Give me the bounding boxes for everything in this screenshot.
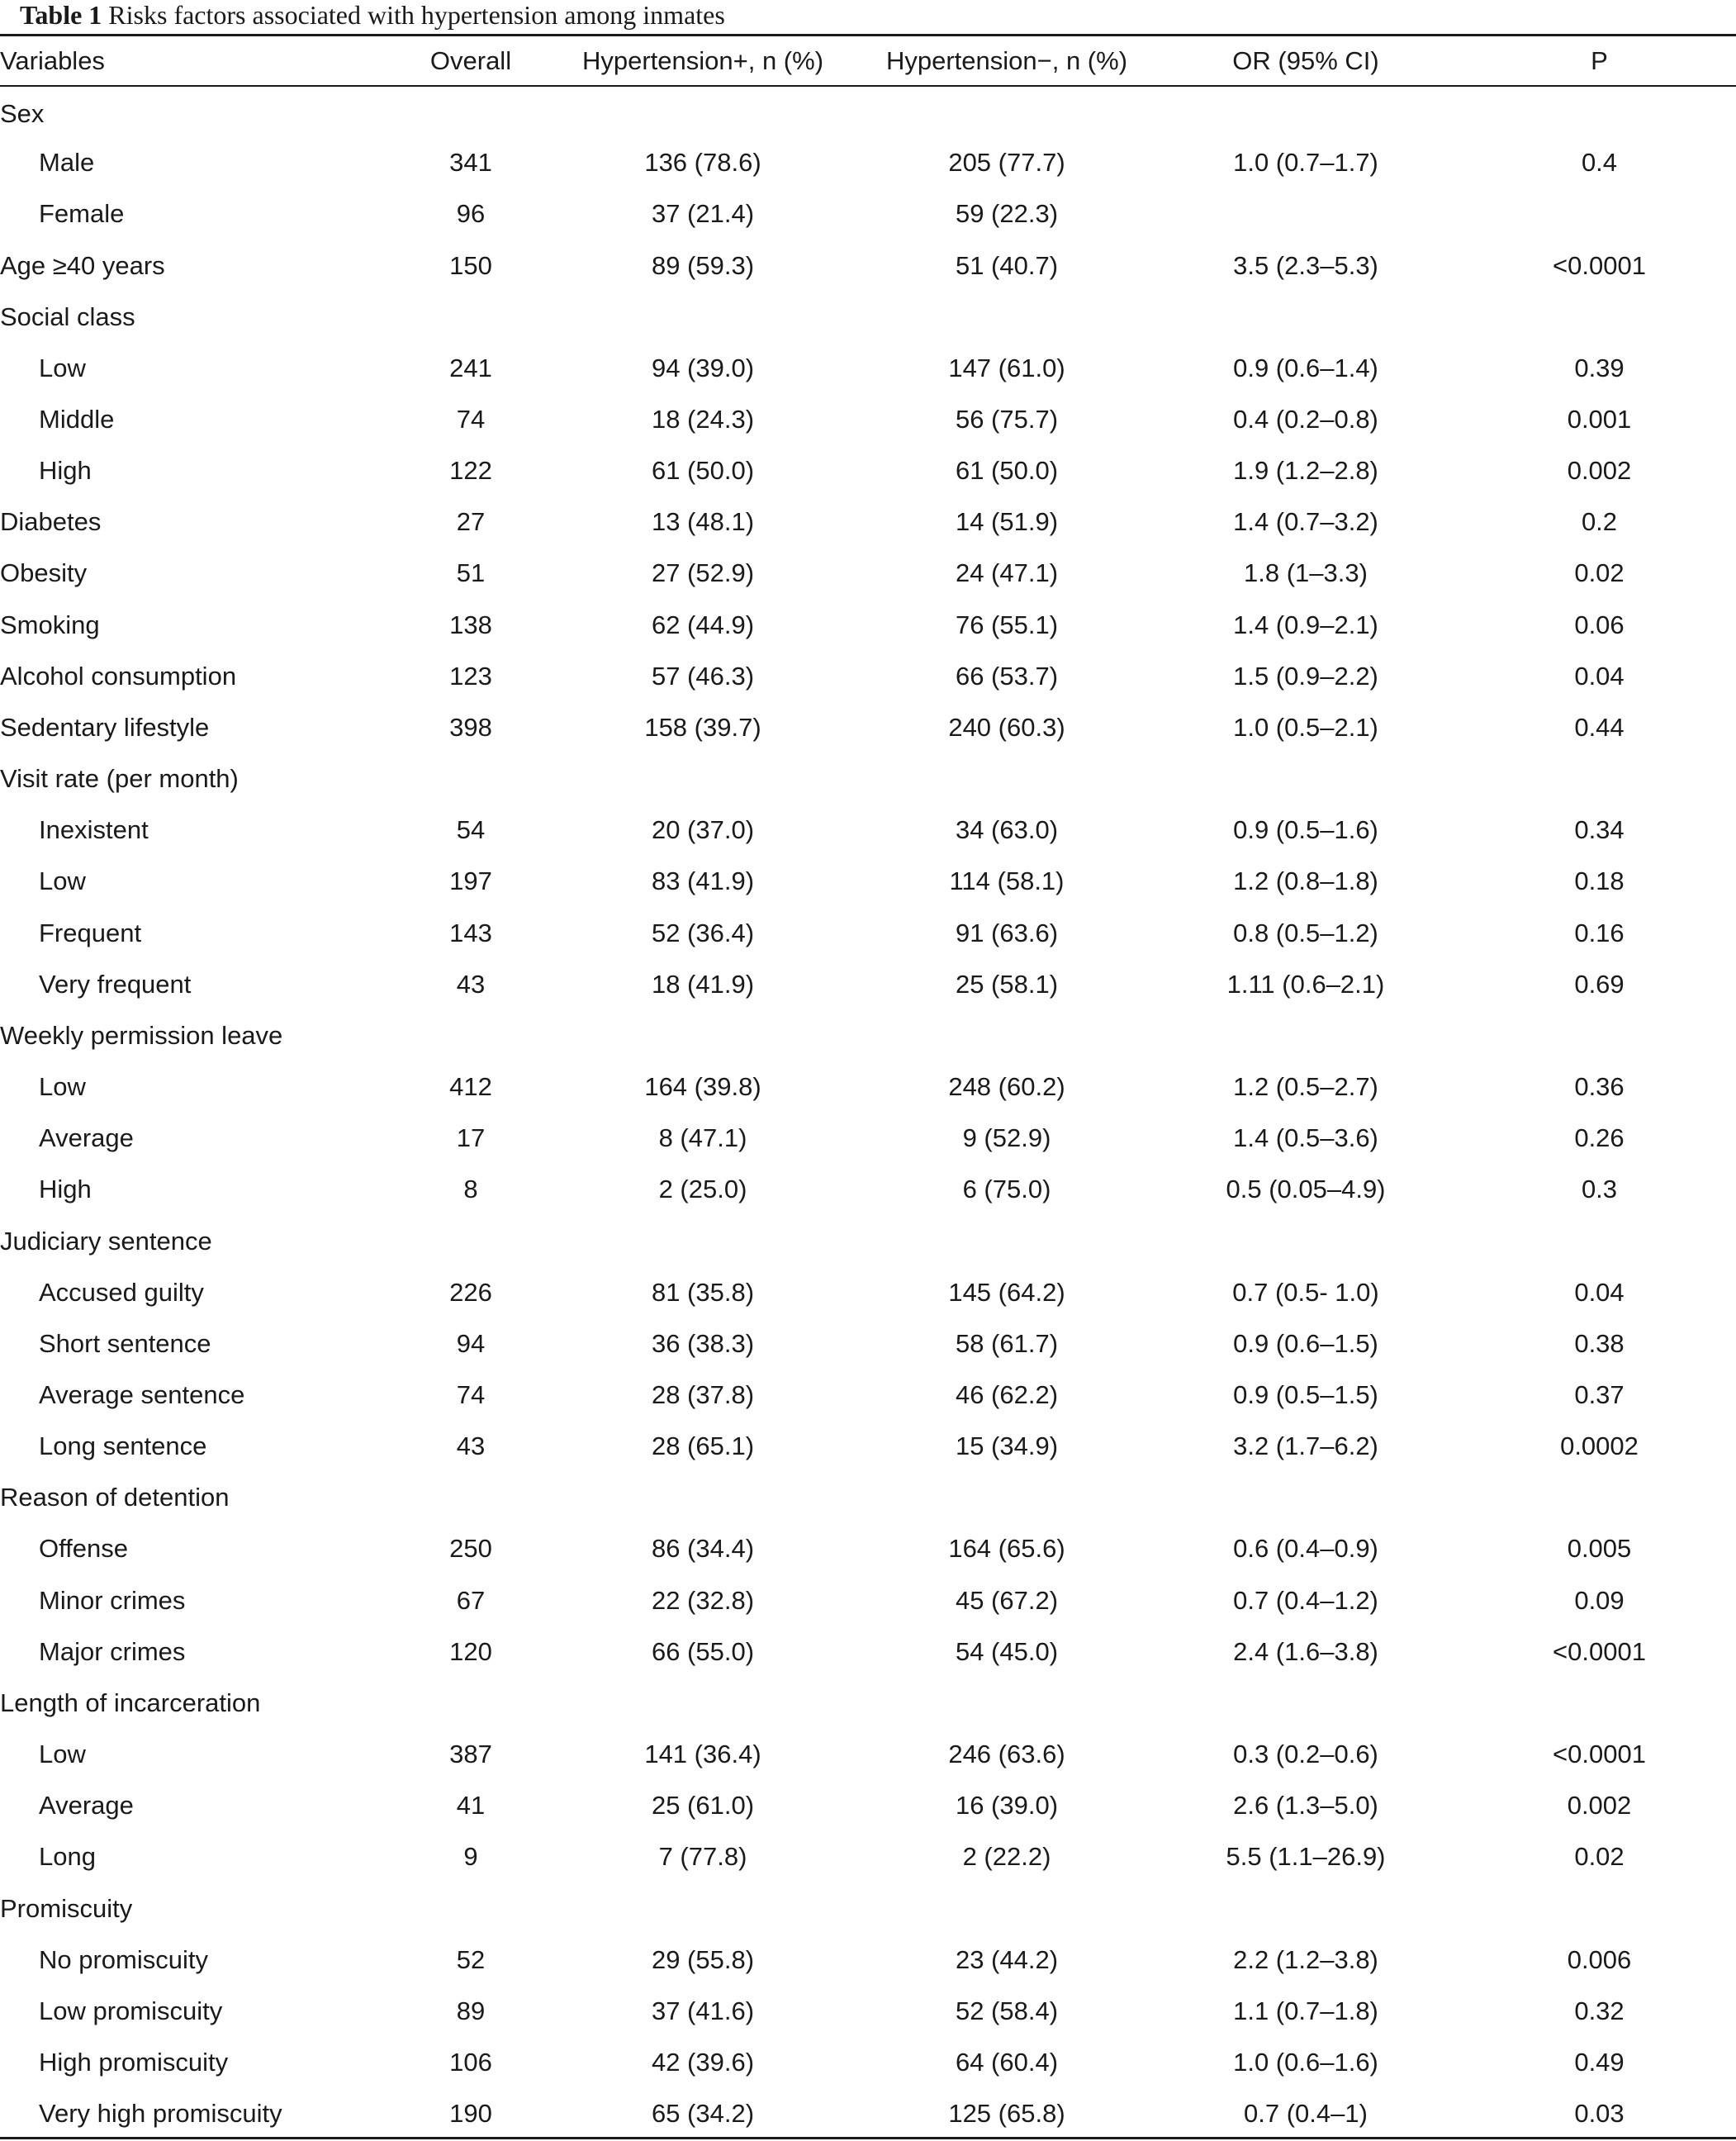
cell-hypertension-positive: 86 (34.4)	[651, 1534, 755, 1564]
cell-overall: 27	[456, 507, 486, 537]
cell-overall: 74	[456, 405, 486, 434]
cell-p-value	[1463, 1215, 1736, 1266]
cell-variable: Inexistent	[39, 815, 149, 845]
table-row	[0, 1113, 1736, 1164]
cell-p-value: 0.0002	[1560, 1431, 1639, 1461]
cell-hypertension-negative	[865, 1472, 1149, 1523]
cell-hypertension-negative	[865, 753, 1149, 805]
cell-overall	[401, 1472, 541, 1523]
cell-overall	[401, 1010, 541, 1061]
cell-variable: Sex	[0, 99, 45, 129]
cell-hypertension-negative: 34 (63.0)	[955, 815, 1059, 845]
cell-variable: Sedentary lifestyle	[0, 712, 210, 742]
cell-overall	[401, 1678, 541, 1729]
cell-hypertension-negative: 9 (52.9)	[962, 1123, 1051, 1153]
table-row	[0, 188, 1736, 240]
table-row	[0, 1523, 1736, 1574]
cell-hypertension-positive: 81 (35.8)	[651, 1277, 755, 1307]
table-row	[0, 496, 1736, 548]
cell-hypertension-positive: 52 (36.4)	[651, 918, 755, 947]
risk-factors-table	[0, 36, 1736, 2139]
table-caption-label: Table 1	[20, 0, 102, 30]
cell-hypertension-positive	[541, 1472, 865, 1523]
cell-overall: 17	[456, 1123, 486, 1153]
cell-variable: Visit rate (per month)	[0, 764, 239, 794]
cell-odds-ratio: 0.5 (0.05–4.9)	[1226, 1175, 1386, 1204]
header-odds-ratio: OR (95% CI)	[1232, 46, 1379, 75]
cell-variable: Alcohol consumption	[0, 661, 237, 691]
cell-odds-ratio: 0.7 (0.4–1.2)	[1233, 1585, 1378, 1615]
table-row	[0, 1678, 1736, 1729]
cell-odds-ratio: 1.5 (0.9–2.2)	[1233, 661, 1378, 691]
cell-p-value: 0.02	[1574, 558, 1625, 588]
cell-overall: 150	[449, 250, 492, 280]
cell-overall: 190	[449, 2099, 492, 2129]
cell-overall	[401, 86, 541, 137]
cell-hypertension-positive: 36 (38.3)	[651, 1328, 755, 1358]
table-row	[0, 137, 1736, 188]
cell-hypertension-negative: 61 (50.0)	[955, 456, 1059, 486]
cell-hypertension-negative: 147 (61.0)	[948, 353, 1065, 382]
cell-hypertension-positive: 42 (39.6)	[651, 2048, 755, 2077]
cell-hypertension-negative: 15 (34.9)	[955, 1431, 1059, 1461]
cell-overall: 226	[449, 1277, 492, 1307]
cell-hypertension-negative	[865, 86, 1149, 137]
cell-overall: 67	[456, 1585, 486, 1615]
cell-overall: 9	[463, 1842, 478, 1872]
table-row	[0, 856, 1736, 907]
cell-odds-ratio: 1.9 (1.2–2.8)	[1233, 456, 1378, 486]
cell-hypertension-positive: 57 (46.3)	[651, 661, 755, 691]
cell-hypertension-negative: 51 (40.7)	[955, 250, 1059, 280]
cell-odds-ratio: 1.8 (1–3.3)	[1244, 558, 1368, 588]
cell-hypertension-positive: 164 (39.8)	[644, 1072, 761, 1102]
cell-p-value	[1463, 1882, 1736, 1934]
table-row	[0, 1164, 1736, 1215]
cell-hypertension-negative: 54 (45.0)	[955, 1636, 1059, 1666]
table-row	[0, 805, 1736, 856]
cell-hypertension-positive: 94 (39.0)	[651, 353, 755, 382]
cell-hypertension-positive: 141 (36.4)	[644, 1740, 761, 1769]
cell-overall: 250	[449, 1534, 492, 1564]
cell-hypertension-positive: 27 (52.9)	[651, 558, 755, 588]
cell-hypertension-negative	[865, 1882, 1149, 1934]
cell-overall: 387	[449, 1740, 492, 1769]
cell-hypertension-positive: 89 (59.3)	[651, 250, 755, 280]
cell-odds-ratio: 1.4 (0.9–2.1)	[1233, 610, 1378, 639]
cell-hypertension-positive: 37 (21.4)	[651, 199, 755, 229]
cell-odds-ratio: 0.4 (0.2–0.8)	[1233, 405, 1378, 434]
cell-hypertension-positive	[541, 753, 865, 805]
cell-p-value: 0.005	[1567, 1534, 1632, 1564]
cell-overall: 197	[449, 866, 492, 896]
cell-overall: 123	[449, 661, 492, 691]
cell-p-value	[1463, 1010, 1736, 1061]
cell-odds-ratio: 0.9 (0.5–1.6)	[1233, 815, 1378, 845]
table-row	[0, 1986, 1736, 2037]
table-row	[0, 1882, 1736, 1934]
cell-hypertension-negative: 164 (65.6)	[948, 1534, 1065, 1564]
cell-p-value	[1463, 753, 1736, 805]
cell-hypertension-negative: 52 (58.4)	[955, 1996, 1059, 2025]
cell-odds-ratio: 1.1 (0.7–1.8)	[1233, 1996, 1378, 2025]
cell-overall: 138	[449, 610, 492, 639]
cell-variable: Frequent	[39, 918, 142, 947]
cell-odds-ratio: 0.9 (0.5–1.5)	[1233, 1379, 1378, 1409]
table-row	[0, 702, 1736, 753]
table-row	[0, 753, 1736, 805]
cell-overall: 143	[449, 918, 492, 947]
cell-variable: Male	[39, 148, 95, 178]
table-row	[0, 600, 1736, 651]
header-p-value: P	[1591, 46, 1608, 75]
cell-variable: Smoking	[0, 610, 100, 639]
cell-variable: Average	[39, 1123, 134, 1153]
cell-hypertension-negative: 248 (60.2)	[948, 1072, 1065, 1102]
cell-hypertension-negative: 125 (65.8)	[948, 2099, 1065, 2129]
cell-p-value: 0.49	[1574, 2048, 1625, 2077]
cell-odds-ratio	[1149, 188, 1463, 240]
cell-p-value: 0.09	[1574, 1585, 1625, 1615]
cell-hypertension-negative: 58 (61.7)	[955, 1328, 1059, 1358]
cell-overall: 106	[449, 2048, 492, 2077]
cell-p-value: 0.4	[1581, 148, 1618, 178]
cell-p-value	[1463, 86, 1736, 137]
table-row	[0, 1421, 1736, 1472]
table-body	[0, 86, 1736, 2139]
cell-p-value	[1463, 292, 1736, 343]
cell-variable: Weekly permission leave	[0, 1020, 283, 1050]
cell-p-value: <0.0001	[1553, 250, 1646, 280]
header-variables: Variables	[0, 46, 105, 75]
table-row	[0, 1318, 1736, 1370]
cell-variable: Low promiscuity	[39, 1996, 223, 2025]
cell-odds-ratio	[1149, 292, 1463, 343]
cell-overall: 241	[449, 353, 492, 382]
table-row	[0, 1729, 1736, 1780]
cell-overall: 94	[456, 1328, 486, 1358]
cell-hypertension-positive: 25 (61.0)	[651, 1791, 755, 1821]
table-row	[0, 1472, 1736, 1523]
cell-variable: Average	[39, 1791, 134, 1821]
cell-hypertension-negative: 114 (58.1)	[949, 866, 1065, 896]
table-row	[0, 651, 1736, 702]
cell-hypertension-positive: 29 (55.8)	[651, 1944, 755, 1974]
cell-odds-ratio	[1149, 1882, 1463, 1934]
cell-variable: Accused guilty	[39, 1277, 204, 1307]
cell-p-value	[1463, 188, 1736, 240]
cell-p-value: 0.32	[1574, 1996, 1625, 2025]
cell-odds-ratio: 1.2 (0.8–1.8)	[1233, 866, 1378, 896]
cell-odds-ratio	[1149, 753, 1463, 805]
cell-hypertension-positive: 61 (50.0)	[651, 456, 755, 486]
cell-odds-ratio	[1149, 1010, 1463, 1061]
cell-hypertension-negative: 91 (63.6)	[955, 918, 1059, 947]
cell-overall: 43	[456, 969, 486, 999]
cell-hypertension-positive: 13 (48.1)	[651, 507, 755, 537]
cell-p-value: 0.06	[1574, 610, 1625, 639]
cell-p-value: 0.03	[1574, 2099, 1625, 2129]
table-row	[0, 1831, 1736, 1882]
cell-hypertension-positive: 37 (41.6)	[651, 1996, 755, 2025]
cell-hypertension-positive: 18 (41.9)	[651, 969, 755, 999]
cell-odds-ratio: 1.4 (0.5–3.6)	[1233, 1123, 1378, 1153]
cell-odds-ratio: 1.0 (0.6–1.6)	[1233, 2048, 1378, 2077]
cell-overall	[401, 1215, 541, 1266]
cell-p-value	[1463, 1678, 1736, 1729]
cell-p-value: 0.26	[1574, 1123, 1625, 1153]
cell-p-value: 0.04	[1574, 661, 1625, 691]
table-row	[0, 292, 1736, 343]
cell-hypertension-negative: 240 (60.3)	[948, 712, 1065, 742]
cell-odds-ratio: 0.7 (0.5- 1.0)	[1232, 1277, 1379, 1307]
header-overall: Overall	[429, 46, 512, 75]
cell-overall: 8	[463, 1175, 478, 1204]
cell-odds-ratio: 0.9 (0.6–1.4)	[1233, 353, 1378, 382]
cell-hypertension-negative: 76 (55.1)	[955, 610, 1059, 639]
cell-odds-ratio: 1.2 (0.5–2.7)	[1233, 1072, 1378, 1102]
cell-hypertension-positive: 158 (39.7)	[644, 712, 761, 742]
cell-odds-ratio: 1.11 (0.6–2.1)	[1226, 969, 1385, 999]
cell-p-value: 0.02	[1574, 1842, 1625, 1872]
cell-variable: High	[39, 456, 92, 486]
cell-variable: Female	[39, 199, 125, 229]
cell-odds-ratio: 1.4 (0.7–3.2)	[1233, 507, 1378, 537]
cell-p-value: 0.04	[1574, 1277, 1625, 1307]
cell-hypertension-positive: 22 (32.8)	[651, 1585, 755, 1615]
table-row	[0, 394, 1736, 445]
cell-hypertension-negative: 145 (64.2)	[948, 1277, 1065, 1307]
cell-overall: 52	[456, 1944, 486, 1974]
cell-overall: 74	[456, 1379, 486, 1409]
cell-variable: Social class	[0, 301, 135, 331]
table-row	[0, 1370, 1736, 1421]
cell-odds-ratio: 1.0 (0.5–2.1)	[1233, 712, 1378, 742]
cell-p-value: 0.002	[1567, 1791, 1632, 1821]
cell-variable: Long	[39, 1842, 96, 1872]
table-row	[0, 1626, 1736, 1678]
cell-hypertension-negative	[865, 1010, 1149, 1061]
cell-overall: 89	[456, 1996, 486, 2025]
cell-overall: 398	[449, 712, 492, 742]
cell-p-value	[1463, 1472, 1736, 1523]
cell-odds-ratio: 2.6 (1.3–5.0)	[1233, 1791, 1378, 1821]
cell-hypertension-positive: 136 (78.6)	[644, 148, 761, 178]
cell-variable: Length of incarceration	[0, 1688, 261, 1717]
cell-hypertension-negative: 66 (53.7)	[955, 661, 1059, 691]
cell-variable: Short sentence	[39, 1328, 211, 1358]
cell-odds-ratio	[1149, 1472, 1463, 1523]
cell-hypertension-negative: 14 (51.9)	[955, 507, 1059, 537]
cell-hypertension-negative: 23 (44.2)	[955, 1944, 1059, 1974]
cell-hypertension-positive	[541, 1215, 865, 1266]
table-row	[0, 959, 1736, 1010]
cell-hypertension-negative: 246 (63.6)	[948, 1740, 1065, 1769]
cell-overall: 51	[456, 558, 486, 588]
cell-variable: Age ≥40 years	[0, 250, 165, 280]
cell-hypertension-negative	[865, 1215, 1149, 1266]
cell-hypertension-positive: 28 (65.1)	[651, 1431, 755, 1461]
cell-variable: Diabetes	[0, 507, 102, 537]
cell-overall: 96	[456, 199, 486, 229]
cell-odds-ratio: 0.8 (0.5–1.2)	[1233, 918, 1378, 947]
table-row	[0, 240, 1736, 291]
cell-odds-ratio: 2.2 (1.2–3.8)	[1233, 1944, 1378, 1974]
cell-p-value: 0.3	[1581, 1175, 1618, 1204]
cell-variable: Promiscuity	[0, 1893, 133, 1923]
table-row	[0, 1780, 1736, 1831]
cell-hypertension-negative: 25 (58.1)	[955, 969, 1059, 999]
cell-hypertension-positive: 28 (37.8)	[651, 1379, 755, 1409]
cell-p-value: 0.69	[1574, 969, 1625, 999]
cell-hypertension-positive	[541, 1010, 865, 1061]
cell-p-value: 0.39	[1574, 353, 1625, 382]
cell-variable: Very frequent	[39, 969, 192, 999]
cell-hypertension-negative: 64 (60.4)	[955, 2048, 1059, 2077]
cell-variable: Minor crimes	[39, 1585, 186, 1615]
cell-variable: High	[39, 1175, 92, 1204]
cell-variable: Low	[39, 353, 86, 382]
cell-hypertension-positive: 2 (25.0)	[658, 1175, 747, 1204]
cell-variable: Major crimes	[39, 1636, 186, 1666]
table-row	[0, 1061, 1736, 1113]
cell-hypertension-positive	[541, 292, 865, 343]
table-row	[0, 1934, 1736, 1986]
cell-p-value: 0.37	[1574, 1379, 1625, 1409]
table-row	[0, 1575, 1736, 1626]
cell-odds-ratio	[1149, 1215, 1463, 1266]
cell-hypertension-negative: 205 (77.7)	[948, 148, 1065, 178]
cell-overall: 120	[449, 1636, 492, 1666]
cell-overall: 41	[456, 1791, 486, 1821]
table-row	[0, 86, 1736, 137]
table-row	[0, 1267, 1736, 1318]
cell-hypertension-positive: 20 (37.0)	[651, 815, 755, 845]
cell-overall: 54	[456, 815, 486, 845]
cell-hypertension-positive	[541, 1882, 865, 1934]
cell-overall: 412	[449, 1072, 492, 1102]
cell-hypertension-negative: 6 (75.0)	[962, 1175, 1051, 1204]
header-hypertension-positive: Hypertension+, n (%)	[581, 46, 824, 75]
cell-hypertension-positive: 83 (41.9)	[651, 866, 755, 896]
cell-hypertension-positive: 8 (47.1)	[658, 1123, 747, 1153]
table-row	[0, 2088, 1736, 2139]
cell-p-value: 0.2	[1581, 507, 1618, 537]
cell-odds-ratio: 5.5 (1.1–26.9)	[1226, 1842, 1386, 1872]
table-row	[0, 548, 1736, 599]
cell-hypertension-negative: 16 (39.0)	[955, 1791, 1059, 1821]
cell-hypertension-positive	[541, 1678, 865, 1729]
cell-odds-ratio	[1149, 1678, 1463, 1729]
cell-overall: 122	[449, 456, 492, 486]
cell-variable: No promiscuity	[39, 1944, 208, 1974]
cell-p-value: 0.36	[1574, 1072, 1625, 1102]
cell-variable: High promiscuity	[39, 2048, 229, 2077]
cell-odds-ratio	[1149, 86, 1463, 137]
cell-hypertension-positive: 18 (24.3)	[651, 405, 755, 434]
cell-odds-ratio: 3.2 (1.7–6.2)	[1233, 1431, 1378, 1461]
cell-hypertension-negative: 45 (67.2)	[955, 1585, 1059, 1615]
cell-overall: 43	[456, 1431, 486, 1461]
cell-p-value: <0.0001	[1553, 1636, 1646, 1666]
table-header	[0, 36, 1736, 86]
cell-variable: Average sentence	[39, 1379, 245, 1409]
cell-variable: Low	[39, 1740, 86, 1769]
cell-p-value: 0.44	[1574, 712, 1625, 742]
cell-odds-ratio: 0.9 (0.6–1.5)	[1233, 1328, 1378, 1358]
table-row	[0, 1215, 1736, 1266]
cell-p-value: 0.002	[1567, 456, 1632, 486]
cell-overall	[401, 292, 541, 343]
cell-hypertension-negative	[865, 292, 1149, 343]
table-caption-text: Risks factors associated with hypertension among inmates	[108, 0, 725, 30]
cell-hypertension-negative: 56 (75.7)	[955, 405, 1059, 434]
cell-p-value: 0.001	[1567, 405, 1632, 434]
cell-hypertension-negative: 59 (22.3)	[955, 199, 1059, 229]
table-caption	[20, 0, 725, 33]
cell-p-value: 0.38	[1574, 1328, 1625, 1358]
cell-variable: Long sentence	[39, 1431, 207, 1461]
cell-p-value: 0.34	[1574, 815, 1625, 845]
cell-variable: Offense	[39, 1534, 129, 1564]
cell-hypertension-positive: 65 (34.2)	[651, 2099, 755, 2129]
table-row	[0, 2037, 1736, 2088]
table-row	[0, 343, 1736, 394]
table-row	[0, 1010, 1736, 1061]
cell-hypertension-positive: 7 (77.8)	[658, 1842, 747, 1872]
cell-hypertension-negative: 2 (22.2)	[962, 1842, 1051, 1872]
cell-p-value: 0.006	[1567, 1944, 1632, 1974]
cell-hypertension-negative: 46 (62.2)	[955, 1379, 1059, 1409]
cell-odds-ratio: 0.6 (0.4–0.9)	[1233, 1534, 1378, 1564]
cell-overall	[401, 753, 541, 805]
cell-variable: Obesity	[0, 558, 88, 588]
cell-hypertension-negative	[865, 1678, 1149, 1729]
cell-variable: Very high promiscuity	[39, 2099, 282, 2129]
cell-odds-ratio: 3.5 (2.3–5.3)	[1233, 250, 1378, 280]
cell-odds-ratio: 0.7 (0.4–1)	[1244, 2099, 1368, 2129]
cell-odds-ratio: 1.0 (0.7–1.7)	[1233, 148, 1378, 178]
cell-variable: Low	[39, 1072, 86, 1102]
cell-hypertension-positive	[541, 86, 865, 137]
cell-variable: Reason of detention	[0, 1483, 230, 1512]
cell-p-value: <0.0001	[1553, 1740, 1646, 1769]
cell-odds-ratio: 2.4 (1.6–3.8)	[1233, 1636, 1378, 1666]
table-row	[0, 908, 1736, 959]
header-row	[0, 36, 1736, 86]
cell-variable: Low	[39, 866, 86, 896]
cell-overall: 341	[449, 148, 492, 178]
cell-hypertension-negative: 24 (47.1)	[955, 558, 1059, 588]
cell-odds-ratio: 0.3 (0.2–0.6)	[1233, 1740, 1378, 1769]
cell-p-value: 0.18	[1574, 866, 1625, 896]
cell-hypertension-positive: 66 (55.0)	[651, 1636, 755, 1666]
cell-variable: Judiciary sentence	[0, 1226, 212, 1256]
cell-hypertension-positive: 62 (44.9)	[651, 610, 755, 639]
cell-p-value: 0.16	[1574, 918, 1625, 947]
table-row	[0, 445, 1736, 496]
header-hypertension-negative: Hypertension−, n (%)	[885, 46, 1128, 75]
cell-overall	[401, 1882, 541, 1934]
cell-variable: Middle	[39, 405, 115, 434]
